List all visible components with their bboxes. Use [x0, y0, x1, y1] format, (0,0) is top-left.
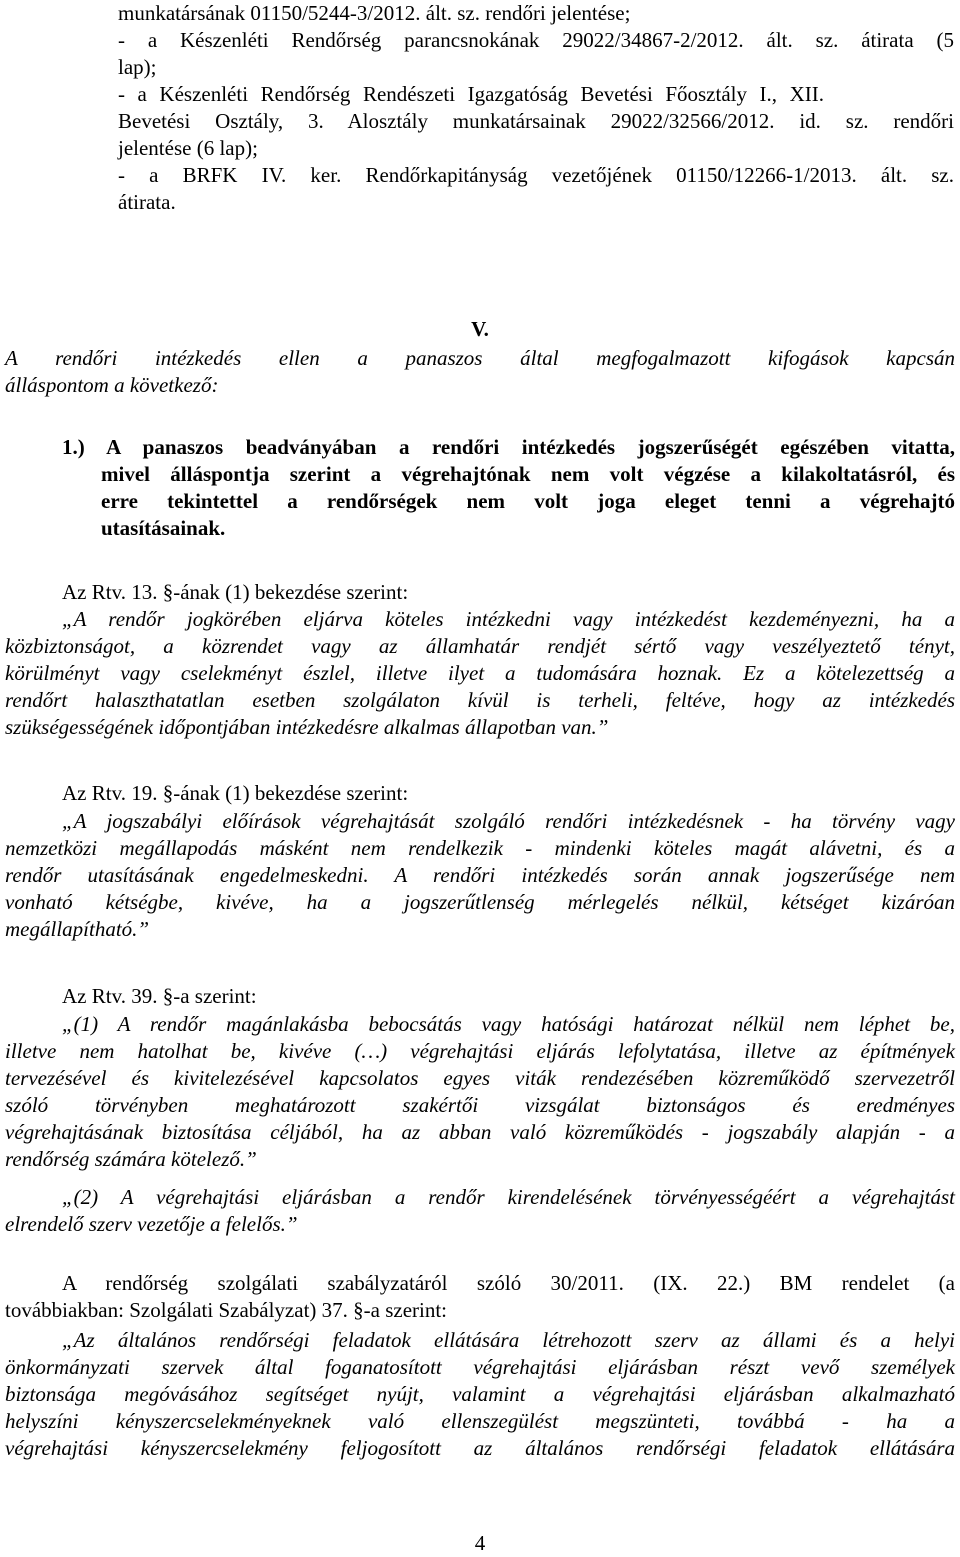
list-item-3-line-1: - a Készenléti Rendőrség Rendészeti Igazgatóság Bevetési Főosztály I., XII. [118, 82, 824, 106]
point-1-line-2: mivel álláspontja szerint a végrehajtónak nem volt végzése a kilakoltatásról, és [101, 462, 955, 486]
list-item-4-line-1: - a BRFK IV. ker. Rendőrkapitányság vezetőjének 01150/12266-1/2013. ált. sz. [118, 163, 954, 187]
point-1-line-4: utasításainak. [101, 516, 226, 540]
rtv39-p1-line-1: „(1) A rendőr magánlakásba bebocsátás vagy hatósági határozat nélkül nem léphet be, [62, 1012, 955, 1036]
rtv39-p2-line-2: elrendelő szerv vezetője a felelős.” [5, 1212, 298, 1236]
rtv13-line-3: körülményt vagy cselekményt észlel, illetve ilyet a tudomására hoznak. Ez a kötelezettség a [5, 661, 955, 685]
list-item-2-line-2: lap); [118, 55, 157, 79]
rtv39-p1-line-6: rendőrség számára kötelező.” [5, 1147, 257, 1171]
point-1-continuation [101, 461, 955, 542]
rtv39-p1-line-2: illetve nem hatolhat be, kivéve (…) végrehajtási eljárás lefolytatása, illetve az építmények [5, 1039, 955, 1063]
section-intro-line-1: A rendőri intézkedés ellen a panaszos által megfogalmazott kifogások kapcsán [5, 346, 955, 370]
point-1 [62, 434, 955, 461]
szabalyzat-q-line-5: végrehajtási kényszercselekmény feljogosított az általános rendőrségi feladatok ellátására [5, 1436, 955, 1460]
list-item-3-line-2: Bevetési Osztály, 3. Alosztály munkatársainak 29022/32566/2012. id. sz. rendőri [118, 109, 954, 133]
section-number: V. [471, 317, 489, 341]
rtv39-p1-line-4: szóló törvényben meghatározott szakértői vizsgálat biztonságos és eredményes [5, 1093, 955, 1117]
rtv39-p2-line-1: „(2) A végrehajtási eljárásban a rendőr kirendelésének törvényességéért a végrehajtást [62, 1185, 955, 1209]
rtv19-line-5: megállapítható.” [5, 917, 150, 941]
evidence-list [118, 0, 954, 216]
szabalyzat-intro [5, 1270, 955, 1324]
rtv19-quote [5, 808, 955, 943]
rtv19-line-2: nemzetközi megállapodás másként nem rendelkezik - mindenki köteles magát alávetni, és a [5, 836, 955, 860]
rtv39-quote-1 [5, 1011, 955, 1173]
rtv39-p1-line-3: tervezésével és kivitelezésével kapcsolatos egyes viták rendezésében közreműködő szervezetről [5, 1066, 955, 1090]
section-intro [5, 345, 955, 399]
rtv39-p1-line-5: végrehajtásának biztosítása céljából, ha az abban való közreműködés - jogszabály alapján - a [5, 1120, 955, 1144]
szabalyzat-q-line-1: „Az általános rendőrségi feladatok ellátására létrehozott szerv az állami és a helyi [62, 1328, 955, 1352]
szabalyzat-q-line-4: helyszíni kényszercselekményeknek való ellenszegülést megszünteti, továbbá - ha a [5, 1409, 955, 1433]
rtv19-line-4: vonható kétségbe, kivéve, ha a jogszerűtlenség mérlegelés nélkül, kétséget kizáróan [5, 890, 955, 914]
rtv39-quote-2 [5, 1184, 955, 1238]
rtv13-line-5: szükségességének időpontjában intézkedésre alkalmas állapotban van.” [5, 715, 609, 739]
list-item-1-continuation: munkatársának 01150/5244-3/2012. ált. sz. rendőri jelentése; [118, 1, 631, 25]
rtv13-line-1: „A rendőr jogkörében eljárva köteles intézkedni vagy intézkedést kezdeményezni, ha a [62, 607, 955, 631]
section-intro-line-2: álláspontom a következő: [5, 373, 219, 397]
szabalyzat-q-line-3: biztonsága megóvásához segítséget nyújt, valamint a végrehajtási eljárásban alkalmazható [5, 1382, 955, 1406]
page-number: 4 [474, 1531, 486, 1555]
szabalyzat-intro-line-2: továbbiakban: Szolgálati Szabályzat) 37. §-a szerint: [5, 1298, 448, 1322]
list-item-4-line-2: átirata. [118, 190, 176, 214]
point-1-line-3: erre tekintettel a rendőrségek nem volt joga eleget tenni a végrehajtó [101, 489, 955, 513]
rtv13-line-4: rendőrt halaszthatatlan esetben szolgálaton kívül is terheli, feltéve, hogy az intézkedés [5, 688, 955, 712]
rtv19-heading: Az Rtv. 19. §-ának (1) bekezdése szerint: [62, 781, 409, 805]
szabalyzat-quote [5, 1327, 955, 1462]
list-item-3-line-3: jelentése (6 lap); [118, 136, 258, 160]
rtv13-quote [5, 606, 955, 741]
rtv19-line-3: rendőr utasításának engedelmeskedni. A rendőri intézkedés során annak jogszerűsége nem [5, 863, 955, 887]
rtv39-heading: Az Rtv. 39. §-a szerint: [62, 984, 257, 1008]
rtv13-heading: Az Rtv. 13. §-ának (1) bekezdése szerint: [62, 580, 409, 604]
rtv19-line-1: „A jogszabályi előírások végrehajtását szolgáló rendőri intézkedésnek - ha törvény vagy [62, 809, 955, 833]
rtv13-line-2: közbiztonságot, a közrendet vagy az államhatár rendjét sértő vagy veszélyeztető tényt, [5, 634, 955, 658]
list-item-2-line-1: - a Készenléti Rendőrség parancsnokának 29022/34867-2/2012. ált. sz. átirata (5 [118, 28, 954, 52]
szabalyzat-intro-line-1: A rendőrség szolgálati szabályzatáról szóló 30/2011. (IX. 22.) BM rendelet (a [62, 1271, 955, 1295]
szabalyzat-q-line-2: önkormányzati szervek által foganatosított végrehajtási eljárásban részt vevő személyek [5, 1355, 955, 1379]
point-1-line-1: 1.) A panaszos beadványában a rendőri intézkedés jogszerűségét egészében vitatta, [62, 435, 955, 459]
